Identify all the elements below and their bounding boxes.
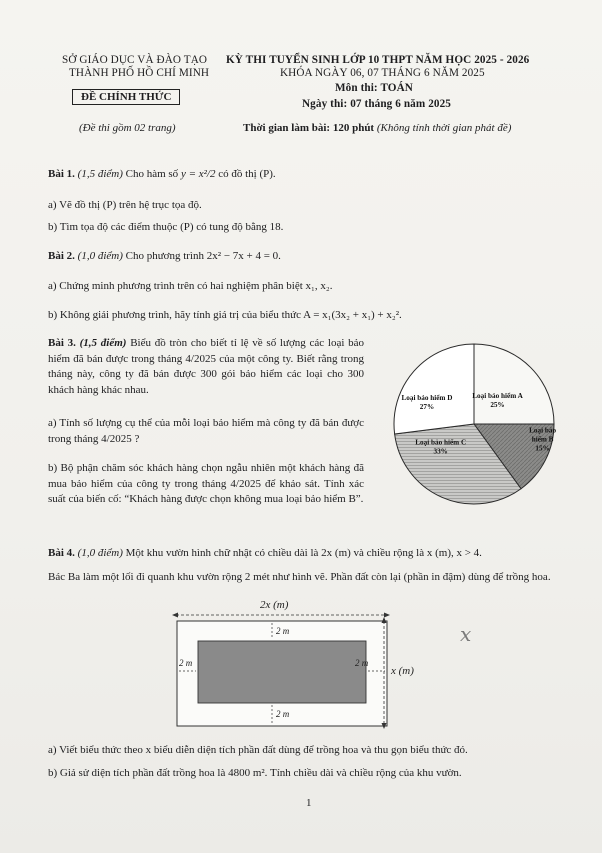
duration-line (243, 121, 511, 137)
exam-session: KHÓA NGÀY 06, 07 THÁNG 6 NĂM 2025 (280, 67, 485, 79)
exam-title: KỲ THI TUYỂN SINH LỚP 10 THPT NĂM HỌC 2025 - 2026 (226, 54, 530, 66)
bai3-intro: Biểu đồ tròn cho biết tỉ lệ về số lượng các loại bảo hiểm đã bán được trong tháng 4/2025 của một công ty. Biết rằng trong tháng này, công ty đã bán được 300 gói bảo hiểm các loại cho 300 khách hàng khác nhau. (48, 337, 365, 396)
pie-value-label-c: 33% (433, 447, 448, 456)
left-path-label: 2 m (179, 658, 193, 668)
pie-slice-d (394, 344, 474, 434)
page-number: 1 (306, 797, 312, 809)
exam-date: Ngày thi: 07 tháng 6 năm 2025 (302, 98, 451, 110)
right-path-label: 2 m (355, 658, 369, 668)
bai2-part-a: a) Chứng minh phương trình trên có hai nghiệm phân biệt x₁, x₂. (48, 280, 333, 292)
pie-value-label-a: 25% (490, 401, 505, 410)
official-badge: ĐỀ CHÍNH THỨC (72, 89, 180, 105)
bai1-points: (1,5 điểm) (77, 168, 123, 180)
bai4-text1: Một khu vườn hình chữ nhật có chiều dài là 2x (m) và chiều rộng là x (m), x > 4. (125, 547, 482, 559)
pie-name-label-b: Loại bảo (529, 426, 557, 435)
handwritten-mark: x (460, 622, 472, 646)
bai4-points: (1,0 điểm) (77, 547, 123, 559)
bai2-part-b: b) Không giải phương trình, hãy tính giá trị của biểu thức A = x₁(3x₂ + x₁) + x₂². (48, 309, 402, 321)
pie-name-label-c: Loại bảo hiểm C (415, 438, 467, 447)
pie-name-label-d: Loại bảo hiểm D (401, 393, 453, 402)
bai3-part-a: a) Tính số lượng cụ thể của mỗi loại bảo hiểm mà công ty đã bán được trong tháng 4/2025 ? (48, 417, 364, 445)
city-name: THÀNH PHỐ HỒ CHÍ MINH (69, 67, 210, 79)
insurance-pie-chart (376, 338, 572, 510)
bai2-statement (48, 249, 281, 265)
bai2-text: Cho phương trình 2x² − 7x + 4 = 0. (125, 250, 281, 262)
bai4-statement (48, 546, 482, 562)
garden-figure (160, 596, 430, 730)
pie-slice-a (474, 344, 554, 424)
bai3-part-b: b) Bộ phận chăm sóc khách hàng chọn ngẫu nhiên một khách hàng đã mua bảo hiểm của công ty trong tháng 4/2025 để khảo sát. Tính xác suất của biến cố: “Khách hàng được chọn không mua loại bảo hiểm B”. (48, 462, 364, 506)
top-path-label: 2 m (276, 626, 290, 636)
bai2-points: (1,0 điểm) (77, 250, 123, 262)
pie-value-label-b: 15% (535, 444, 550, 453)
flower-bed (198, 641, 366, 703)
bai3-intro-block (48, 336, 364, 398)
duration-note: (Không tính thời gian phát đề) (376, 122, 512, 134)
width-label: x (m) (391, 665, 414, 677)
bai4-part-b: b) Giả sử diện tích phần đất trồng hoa là 4800 m². Tính chiều dài và chiều rộng của khu vườn. (48, 767, 462, 779)
pie-name-label-b: hiểm B (531, 435, 554, 444)
bai1-title: Bài 1. (48, 168, 75, 180)
department-name: SỞ GIÁO DỤC VÀ ĐÀO TẠO (62, 54, 208, 66)
duration: Thời gian làm bài: 120 phút (243, 122, 375, 134)
length-arrow-right (384, 613, 390, 618)
bai1-text-b: có đồ thị (P). (218, 168, 276, 180)
bai1-statement (48, 167, 276, 183)
length-label: 2x (m) (260, 599, 289, 611)
bai1-part-a: a) Vẽ đồ thị (P) trên hệ trục tọa độ. (48, 199, 202, 211)
bai1-text-a: Cho hàm số (125, 168, 179, 180)
pie-name-label-a: Loại bảo hiểm A (472, 392, 523, 401)
subject: Môn thi: TOÁN (335, 82, 413, 94)
bai3-points: (1,5 điểm) (79, 337, 127, 349)
pages-note: (Đề thi gồm 02 trang) (79, 122, 176, 134)
bai4-text2: Bác Ba làm một lối đi quanh khu vườn rộng 2 mét như hình vẽ. Phần đất còn lại (phần in đậm) dùng để trồng hoa. (48, 571, 551, 583)
bai1-part-b: b) Tìm tọa độ các điểm thuộc (P) có tung độ bằng 18. (48, 221, 284, 233)
bai3-title: Bài 3. (48, 337, 76, 349)
bai4-part-a: a) Viết biểu thức theo x biểu diễn diện tích phần đất dùng để trồng hoa và thu gọn biểu thức đó. (48, 744, 468, 756)
length-arrow-left (172, 613, 178, 618)
bai2-title: Bài 2. (48, 250, 75, 262)
bai1-formula: y = x²/2 (180, 168, 216, 180)
bai4-title: Bài 4. (48, 547, 75, 559)
bottom-path-label: 2 m (276, 709, 290, 719)
pie-value-label-d: 27% (419, 402, 435, 411)
